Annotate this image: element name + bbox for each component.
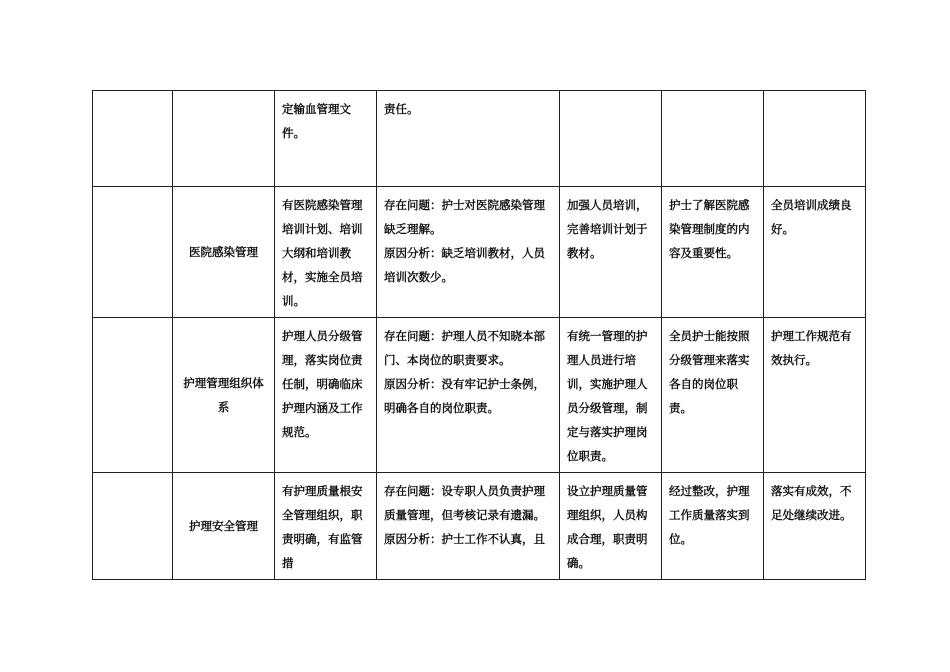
item-cell [173,91,275,187]
problem-text: 存在问题：护理人员不知晓本部门、本岗位的职责要求。 [384,329,545,367]
evaluation-cell: 落实有成效，不足处继续改进。 [764,473,866,580]
table-row [93,318,866,473]
problem-text: 责任。 [384,102,419,116]
result-cell: 经过整改，护理工作质量落实到位。 [662,473,764,580]
evaluation-cell: 护理工作规范有效执行。 [764,318,866,473]
action-cell: 设立护理质量管理组织，人员构成合理，职责明确。 [560,473,662,580]
action-cell: 加强人员培训，完善培训计划于教材。 [560,187,662,318]
result-cell: 护士了解医院感染管理制度的内容及重要性。 [662,187,764,318]
table-row [93,91,866,187]
item-cell: 医院感染管理 [173,187,275,318]
action-cell: 有统一管理的护理人员进行培训，实施护理人员分级管理，制定与落实护理岗位职责。 [560,318,662,473]
index-cell [93,473,173,580]
evaluation-cell [764,91,866,187]
measure-cell: 护理人员分级管理，落实岗位责任制，明确临床护理内涵及工作规范。 [275,318,377,473]
item-cell: 护理安全管理 [173,473,275,580]
measure-cell: 有护理质量根安全管理组织，职责明确，有监管措 [275,473,377,580]
index-cell [93,187,173,318]
measure-cell: 定输血管理文件。 [275,91,377,187]
problem-cell [377,473,560,580]
table-row [93,187,866,318]
improvement-table [92,90,866,580]
index-cell [93,318,173,473]
problem-text: 存在问题：设专职人员负责护理质量管理，但考核记录有遗漏。 [384,484,545,522]
result-cell [662,91,764,187]
problem-cell [377,91,560,187]
cause-text: 原因分析：没有牢记护士条例，明确各自的岗位职责。 [384,377,545,415]
item-cell: 护理管理组织体系 [173,318,275,473]
cause-text: 原因分析：缺乏培训教材，人员培训次数少。 [384,246,545,284]
action-cell [560,91,662,187]
index-cell [93,91,173,187]
problem-cell [377,187,560,318]
table-row [93,473,866,580]
problem-cell [377,318,560,473]
evaluation-cell: 全员培训成绩良好。 [764,187,866,318]
cause-text: 原因分析：护士工作不认真，且 [384,532,545,546]
problem-text: 存在问题：护士对医院感染管理缺乏理解。 [384,198,545,236]
measure-cell: 有医院感染管理培训计划、培训大纲和培训教材，实施全员培训。 [275,187,377,318]
result-cell: 全员护士能按照分级管理来落实各自的岗位职责。 [662,318,764,473]
